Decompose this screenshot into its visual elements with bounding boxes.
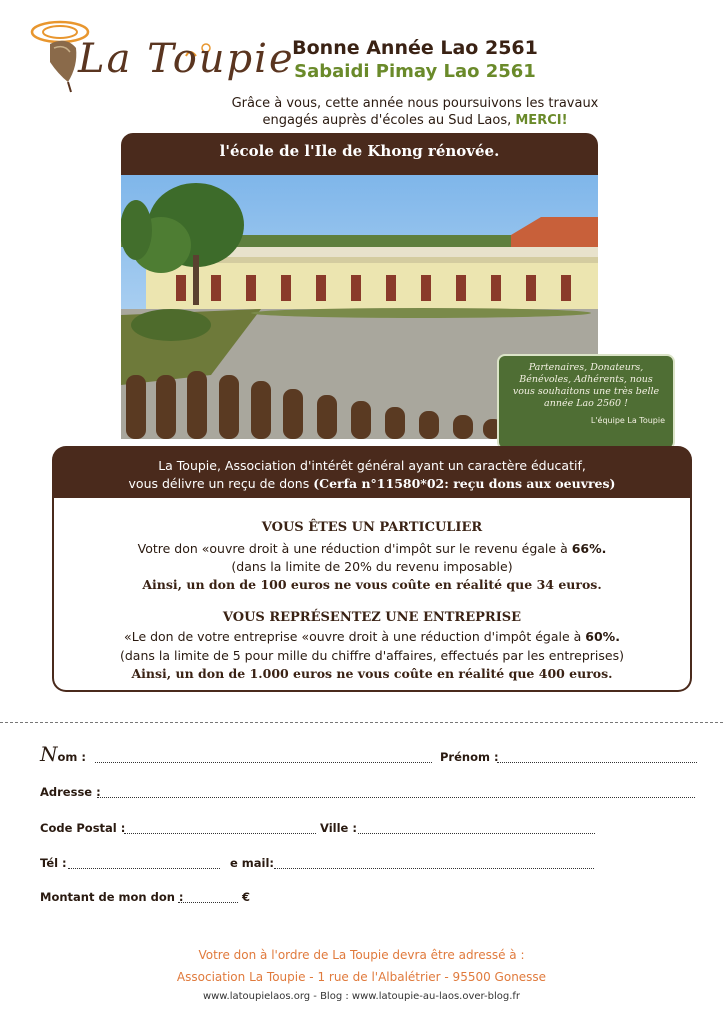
prenom-label: Prénom :: [440, 750, 499, 764]
cerfa-reference: (Cerfa n°11580*02: reçu dons aux oeuvres): [313, 476, 616, 491]
association-line-1: La Toupie, Association d'intérêt général ayant un caractère éducatif,: [158, 458, 586, 473]
ville-field[interactable]: [358, 833, 595, 834]
greeting-note-text: Partenaires, Donateurs, Bénévoles, Adhérents, nous vous souhaitons une très belle année Lao 2560 !: [512, 362, 660, 409]
entreprise-rate: 60%.: [585, 629, 620, 644]
photo-banner-title: l'école de l'Ile de Khong rénovée.: [219, 142, 500, 160]
particulier-heading: VOUS ÊTES UN PARTICULIER: [261, 520, 483, 535]
nom-initial: N: [40, 742, 58, 766]
code-postal-field[interactable]: [124, 833, 316, 834]
footer-links: www.latoupielaos.org - Blog : www.latoupie-au-laos.over-blog.fr: [202, 991, 521, 1002]
particulier-rate: 66%.: [571, 541, 607, 556]
intro-line-1: Grâce à vous, cette année nous poursuivons les travaux: [231, 96, 599, 111]
tel-field[interactable]: [68, 868, 220, 869]
particulier-line-2: (dans la limite de 20% du revenu imposable): [231, 559, 513, 574]
intro-line-2-text: engagés auprès d'écoles au Sud Laos,: [262, 113, 512, 128]
entreprise-line-3: Ainsi, un don de 1.000 euros ne vous coûte en réalité que 400 euros.: [131, 666, 613, 681]
ville-label: Ville :: [320, 821, 357, 835]
particulier-line-1-text: Votre don «ouvre droit à une réduction d'impôt sur le revenu égale à: [137, 541, 568, 556]
particulier-line-3: Ainsi, un don de 100 euros ne vous coûte en réalité que 34 euros.: [142, 577, 602, 592]
euro-symbol: €: [242, 890, 251, 904]
adresse-label: Adresse :: [40, 785, 101, 799]
code-postal-label: Code Postal :: [40, 821, 126, 835]
intro-text: [195, 95, 635, 129]
greeting-note-signature: L'équipe La Toupie: [590, 416, 665, 425]
entreprise-heading: VOUS REPRÉSENTEZ UNE ENTREPRISE: [222, 610, 522, 625]
particulier-line-1: [52, 541, 692, 556]
nom-label-text: om :: [57, 750, 86, 764]
intro-line-2: [195, 112, 635, 129]
entreprise-line-1-text: «Le don de votre entreprise «ouvre droit à une réduction d'impôt égale à: [124, 629, 582, 644]
email-label: e mail:: [230, 856, 275, 870]
greeting-note: [497, 354, 675, 450]
nom-label: [40, 742, 86, 766]
footer-line-1: Votre don à l'ordre de La Toupie devra être adressé à :: [198, 948, 525, 962]
entreprise-line-1: [52, 629, 692, 644]
cut-line: [0, 722, 723, 723]
nom-field[interactable]: [95, 762, 432, 763]
association-line-2-text: vous délivre un reçu de dons: [128, 476, 310, 491]
montant-label: Montant de mon don :: [40, 890, 184, 904]
email-field[interactable]: [274, 868, 594, 869]
intro-merci: MERCI!: [515, 113, 568, 128]
entreprise-line-2: (dans la limite de 5 pour mille du chiffre d'affaires, effectués par les entreprises): [119, 648, 624, 663]
prenom-field[interactable]: [497, 762, 697, 763]
page-title: Bonne Année Lao 2561: [292, 37, 538, 59]
montant-field[interactable]: [178, 902, 238, 903]
tel-label: Tél :: [40, 856, 67, 870]
page-subtitle: Sabaidi Pimay Lao 2561: [294, 61, 536, 82]
logo-text: La Toupie: [78, 36, 295, 82]
adresse-field[interactable]: [97, 797, 695, 798]
footer-address: Association La Toupie - 1 rue de l'Albalétrier - 95500 Gonesse: [176, 970, 547, 984]
association-line-2: [52, 476, 692, 491]
